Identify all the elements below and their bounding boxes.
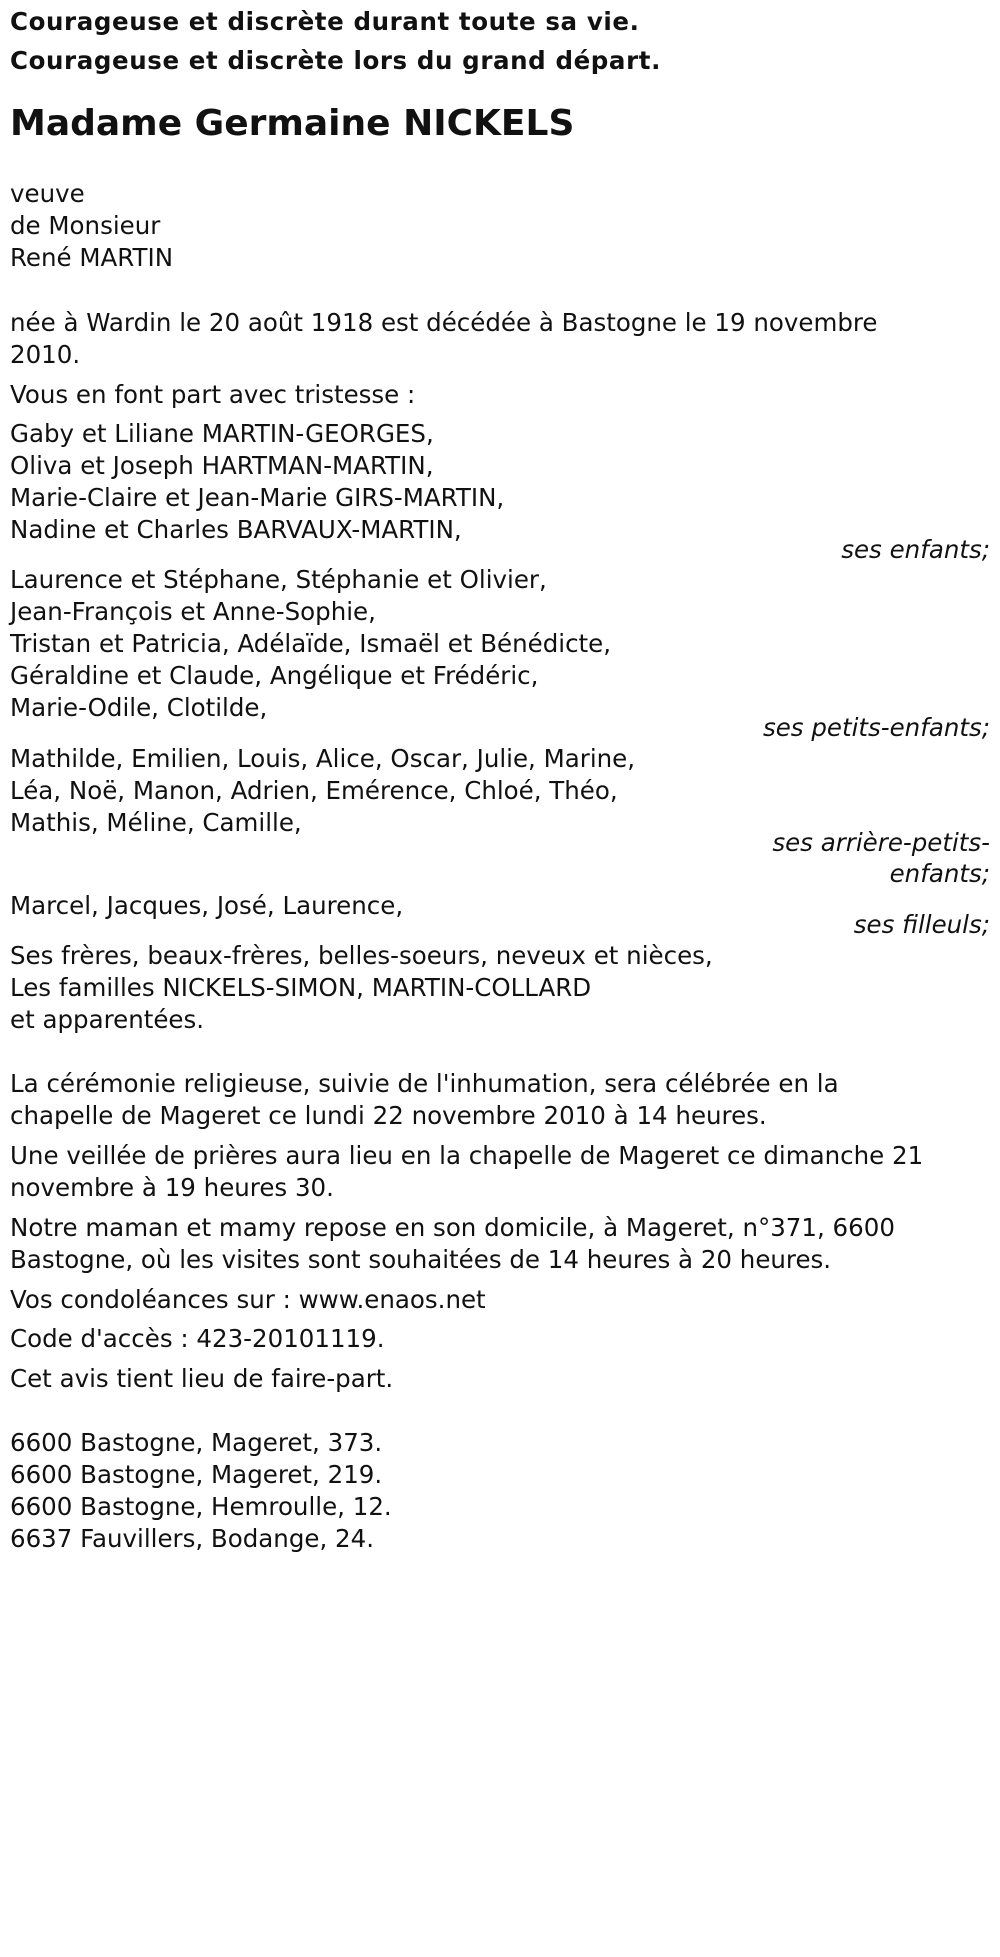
grandchildren-label: ses petits-enfants; xyxy=(762,713,990,742)
great-grandchildren-line-3: Mathis, Méline, Camille, xyxy=(10,808,302,837)
vigil-line-2: novembre à 19 heures 30. xyxy=(10,1173,334,1202)
widow-line-3: René MARTIN xyxy=(10,243,174,272)
ceremony-line-2: chapelle de Mageret ce lundi 22 novembre 2010 à 14 heures. xyxy=(10,1101,767,1130)
condolences-line: Vos condoléances sur : www.enaos.net xyxy=(10,1285,486,1314)
notice-line: Cet avis tient lieu de faire-part. xyxy=(10,1364,394,1393)
epigraph-line-2: Courageuse et discrète lors du grand départ. xyxy=(10,46,661,75)
deceased-name: Madame Germaine NICKELS xyxy=(10,103,575,144)
family-line-1: Ses frères, beaux-frères, belles-soeurs, neveux et nièces, xyxy=(10,941,713,970)
widow-line-2: de Monsieur xyxy=(10,211,161,240)
birth-death-line-1: née à Wardin le 20 août 1918 est décédée à Bastogne le 19 novembre xyxy=(10,308,878,337)
great-grandchildren-label-1: ses arrière-petits- xyxy=(772,828,990,857)
children-line-3: Marie-Claire et Jean-Marie GIRS-MARTIN, xyxy=(10,483,505,512)
vigil-line-1: Une veillée de prières aura lieu en la chapelle de Mageret ce dimanche 21 xyxy=(10,1141,924,1170)
grandchildren-line-2: Jean-François et Anne-Sophie, xyxy=(10,597,376,626)
children-line-1: Gaby et Liliane MARTIN-GEORGES, xyxy=(10,419,434,448)
children-line-4: Nadine et Charles BARVAUX-MARTIN, xyxy=(10,515,462,544)
godchildren-label: ses filleuls; xyxy=(853,910,990,939)
ceremony-line-1: La cérémonie religieuse, suivie de l'inhumation, sera célébrée en la xyxy=(10,1069,839,1098)
birth-death-line-2: 2010. xyxy=(10,340,81,369)
children-label: ses enfants; xyxy=(841,535,990,564)
great-grandchildren-line-2: Léa, Noë, Manon, Adrien, Emérence, Chloé, Théo, xyxy=(10,776,618,805)
family-line-3: et apparentées. xyxy=(10,1005,205,1034)
grandchildren-line-1: Laurence et Stéphane, Stéphanie et Olivier, xyxy=(10,565,547,594)
family-line-2: Les familles NICKELS-SIMON, MARTIN-COLLARD xyxy=(10,973,592,1002)
epigraph-line-1: Courageuse et discrète durant toute sa vie. xyxy=(10,7,640,36)
rest-line-1: Notre maman et mamy repose en son domicile, à Mageret, n°371, 6600 xyxy=(10,1213,895,1242)
great-grandchildren-line-1: Mathilde, Emilien, Louis, Alice, Oscar, Julie, Marine, xyxy=(10,744,636,773)
announce-line: Vous en font part avec tristesse : xyxy=(10,380,416,409)
address-line-1: 6600 Bastogne, Mageret, 373. xyxy=(10,1428,383,1457)
grandchildren-line-3: Tristan et Patricia, Adélaïde, Ismaël et Bénédicte, xyxy=(10,629,612,658)
address-line-4: 6637 Fauvillers, Bodange, 24. xyxy=(10,1524,374,1553)
widow-line-1: veuve xyxy=(10,179,85,208)
address-line-3: 6600 Bastogne, Hemroulle, 12. xyxy=(10,1492,392,1521)
access-code-line: Code d'accès : 423-20101119. xyxy=(10,1324,385,1353)
grandchildren-line-5: Marie-Odile, Clotilde, xyxy=(10,693,268,722)
grandchildren-line-4: Géraldine et Claude, Angélique et Frédéric, xyxy=(10,661,539,690)
address-line-2: 6600 Bastogne, Mageret, 219. xyxy=(10,1460,383,1489)
rest-line-2: Bastogne, où les visites sont souhaitées de 14 heures à 20 heures. xyxy=(10,1245,832,1274)
godchildren-line-1: Marcel, Jacques, José, Laurence, xyxy=(10,891,404,920)
great-grandchildren-label-2: enfants; xyxy=(889,859,990,888)
children-line-2: Oliva et Joseph HARTMAN-MARTIN, xyxy=(10,451,434,480)
